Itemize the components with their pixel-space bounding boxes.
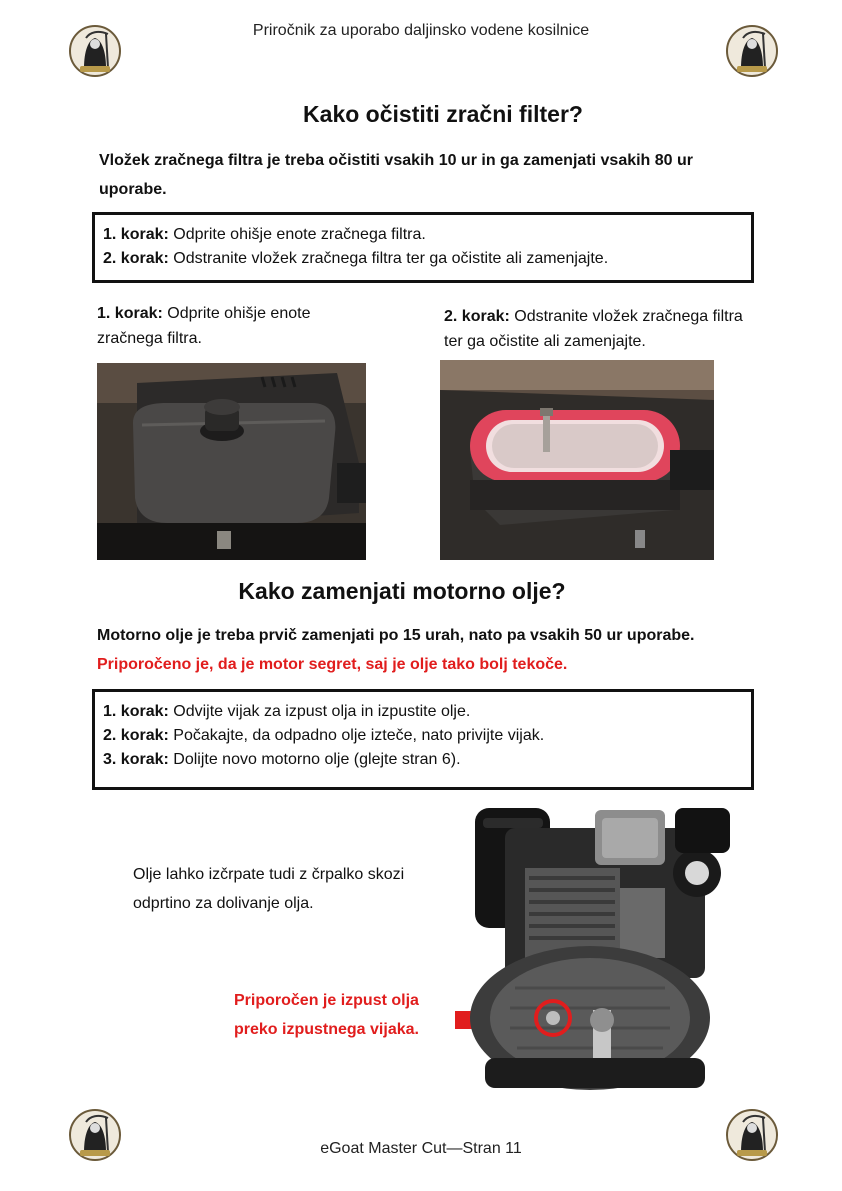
step-label: 2. korak: <box>103 727 169 744</box>
step-label: 2. korak: <box>103 250 169 267</box>
step-line <box>103 724 743 748</box>
step-label: 1. korak: <box>103 226 169 243</box>
oil-change-steps-box <box>92 689 754 790</box>
section-title-oil-change: Kako zamenjati motorno olje? <box>238 578 566 604</box>
step-line <box>103 700 743 724</box>
step-text: Odprite ohišje enote zračnega filtra. <box>173 226 426 243</box>
step-text: Odstranite vložek zračnega filtra ter ga očistite ali zamenjajte. <box>173 250 609 267</box>
oil-intro-warning: Priporočeno je, da je motor segret, saj je olje tako bolj tekoče. <box>97 656 568 673</box>
oil-intro-text: Motorno olje je treba prvič zamenjati po 15 urah, nato pa vsakih 50 ur uporabe. <box>97 627 695 644</box>
engine-photo <box>465 798 755 1093</box>
step-text: Odvijte vijak za izpust olja in izpustite olje. <box>173 703 471 720</box>
photo-caption-step1 <box>97 301 327 351</box>
reaper-goat-logo <box>68 24 122 78</box>
caption-label: 2. korak: <box>444 308 510 325</box>
step-line <box>103 247 743 271</box>
step-line <box>103 223 743 247</box>
oil-change-intro <box>97 621 757 679</box>
caption-text: Odprite ohišje enote zračnega filtra. <box>97 305 311 347</box>
page-header: Priročnik za uporabo daljinsko vodene kosilnice <box>252 22 590 39</box>
air-filter-element-photo <box>440 360 714 560</box>
pump-note: Olje lahko izčrpate tudi z črpalko skozi odprtino za dolivanje olja. <box>133 866 405 912</box>
air-filter-intro: Vložek zračnega filtra je treba očistiti vsakih 10 ur in ga zamenjati vsakih 80 ur uporabe. <box>99 152 694 198</box>
air-filter-housing-photo <box>97 363 366 560</box>
air-filter-steps-box <box>92 212 754 283</box>
reaper-goat-logo <box>725 24 779 78</box>
caption-label: 1. korak: <box>97 305 163 322</box>
photo-caption-step2 <box>444 304 754 354</box>
page-footer: eGoat Master Cut—Stran 11 <box>320 1140 522 1157</box>
section-title-air-filter: Kako očistiti zračni filter? <box>303 101 583 127</box>
drain-screw-callout: Priporočen je izpust olja preko izpustnega vijaka. <box>234 992 419 1038</box>
step-line <box>103 748 743 772</box>
step-text: Dolijte novo motorno olje (glejte stran 6). <box>173 751 461 768</box>
step-label: 3. korak: <box>103 751 169 768</box>
step-text: Počakajte, da odpadno olje izteče, nato privijte vijak. <box>173 727 545 744</box>
step-label: 1. korak: <box>103 703 169 720</box>
caption-text: Odstranite vložek zračnega filtra ter ga očistite ali zamenjajte. <box>444 308 743 350</box>
